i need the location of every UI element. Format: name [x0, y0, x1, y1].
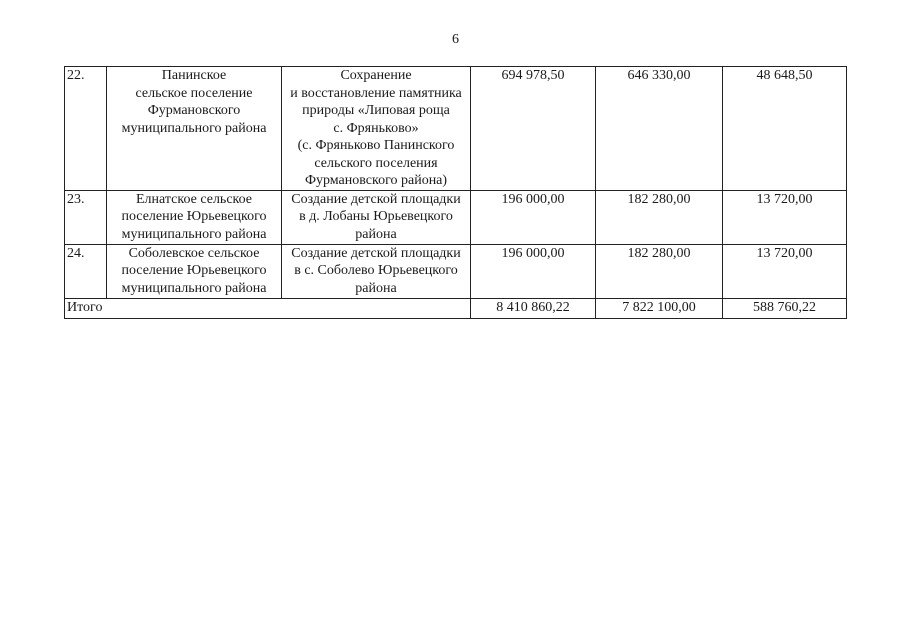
totals-label: Итого: [65, 298, 471, 318]
settlement-name: Соболевское сельское поселение Юрьевецкого муниципального района: [107, 244, 282, 298]
grand-federal-amount: 7 822 100,00: [596, 298, 723, 318]
grand-total-amount: 8 410 860,22: [471, 298, 596, 318]
settlement-name: Панинское сельское поселение Фурмановского муниципального района: [107, 67, 282, 191]
federal-amount: 646 330,00: [596, 67, 723, 191]
federal-amount: 182 280,00: [596, 190, 723, 244]
table-row: [65, 190, 847, 244]
federal-amount: 182 280,00: [596, 244, 723, 298]
table-row: [65, 244, 847, 298]
funding-table: [64, 66, 847, 319]
row-number: 23.: [65, 190, 107, 244]
row-number: 22.: [65, 67, 107, 191]
page-number: 6: [452, 32, 459, 47]
settlement-name: Елнатское сельское поселение Юрьевецкого муниципального района: [107, 190, 282, 244]
grand-local-amount: 588 760,22: [723, 298, 847, 318]
total-amount: 196 000,00: [471, 244, 596, 298]
table-row: [65, 67, 847, 191]
local-amount: 48 648,50: [723, 67, 847, 191]
project-description: Сохранение и восстановление памятника природы «Липовая роща с. Фряньково» (с. Фряньково Панинского сельского поселения Фурмановского района): [282, 67, 471, 191]
total-amount: 694 978,50: [471, 67, 596, 191]
project-description: Создание детской площадки в д. Лобаны Юрьевецкого района: [282, 190, 471, 244]
total-amount: 196 000,00: [471, 190, 596, 244]
local-amount: 13 720,00: [723, 244, 847, 298]
project-description: Создание детской площадки в с. Соболево Юрьевецкого района: [282, 244, 471, 298]
local-amount: 13 720,00: [723, 190, 847, 244]
totals-row: [65, 298, 847, 318]
row-number: 24.: [65, 244, 107, 298]
